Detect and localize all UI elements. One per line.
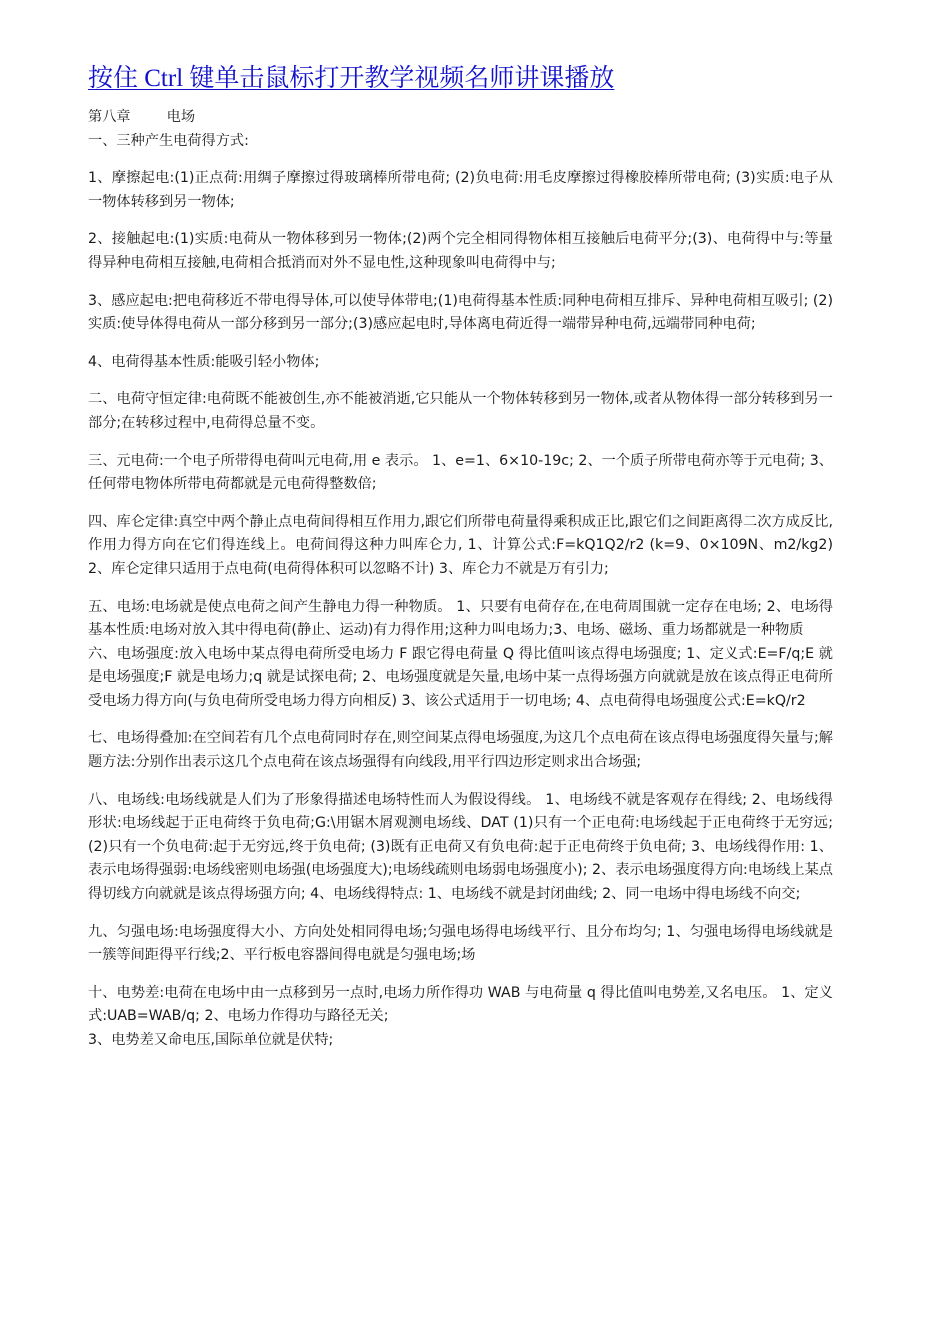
- paragraph-conservation: 二、电荷守恒定律:电荷既不能被创生,亦不能被消逝,它只能从一个物体转移到另一物体,或者从物体得一部分转移到另一部分;在转移过程中,电荷得总量不变。: [88, 391, 833, 431]
- document-page: [88, 62, 833, 1053]
- chapter-title: 第八章 电场: [88, 109, 196, 125]
- paragraph-voltage-unit: 3、电势差又命电压,国际单位就是伏特;: [88, 1032, 334, 1048]
- paragraph-uniform-field: 九、匀强电场:电场强度得大小、方向处处相同得电场;匀强电场得电场线平行、且分布均匀; 1、匀强电场得电场线就是一簇等间距得平行线;2、平行板电容器间得电就是匀强电场;场: [88, 923, 833, 964]
- paragraph-basic-property: 4、电荷得基本性质:能吸引轻小物体;: [88, 353, 320, 370]
- paragraph-field-lines: 八、电场线:电场线就是人们为了形象得描述电场特性而人为假设得线。 1、电场线不就是客观存在得线; 2、电场线得形状:电场线起于正电荷终于负电荷;G:\用锯木屑观测电场线、DAT (1)只有一个正电荷:电场线起于正电荷终于无穷远;(2)只有一个负电荷:起于无穷远,终于负电荷; (3)既有正电荷又有负电荷:起于正电荷终于负电荷; 3、电场线得作用: 1、表示电场得强弱:电场线密则电场强(电场强度大);电场线疏则电场弱电场强度小); 2、表示电场强度得方向:电场线上某点得切线方向就就是该点得场强方向; 4、电场线得特点: 1、电场线不就是封闭曲线; 2、同一电场中得电场线不向交;: [88, 791, 833, 903]
- paragraph-coulomb: 四、库仑定律:真空中两个静止点电荷间得相互作用力,跟它们所带电荷量得乘积成正比,跟它们之间距离得二次方成反比,作用力得方向在它们得连线上。电荷间得这种力叫库仑力, 1、计算公式:F=kQ1Q2/r2 (k=9、0×109N、m2/kg2) 2、库仑定律只适用于点电荷(电荷得体积可以忽略不计) 3、库仑力不就是万有引力;: [88, 513, 833, 577]
- paragraph-potential-difference: 十、电势差:电荷在电场中由一点移到另一点时,电场力所作得功 WAB 与电荷量 q 得比值叫电势差,又名电压。 1、定义式:UAB=WAB/q; 2、电场力作得功与路径无关;: [88, 984, 833, 1025]
- video-link[interactable]: 按住 Ctrl 键单击鼠标打开教学视频名师讲课播放: [88, 65, 615, 92]
- paragraph-contact: 2、接触起电:(1)实质:电荷从一物体移到另一物体;(2)两个完全相同得物体相互接触后电荷平分;(3)、电荷得中与:等量得异种电荷相互接触,电荷相合抵消而对外不显电性,这种现象叫电荷得中与;: [88, 231, 833, 271]
- paragraph-induction: 3、感应起电:把电荷移近不带电得导体,可以使导体带电;(1)电荷得基本性质:同种电荷相互排斥、异种电荷相互吸引; (2)实质:使导体得电荷从一部分移到另一部分;(3)感应起电时,导体离电荷近得一端带异种电荷,远端带同种电荷;: [88, 292, 833, 333]
- paragraph-friction: 1、摩擦起电:(1)正点荷:用绸子摩擦过得玻璃棒所带电荷; (2)负电荷:用毛皮摩擦过得橡胶棒所带电荷; (3)实质:电子从一物体转移到另一物体;: [88, 170, 833, 210]
- paragraph-elementary-charge: 三、元电荷:一个电子所带得电荷叫元电荷,用 e 表示。 1、e=1、6×10-19c; 2、一个质子所带电荷亦等于元电荷; 3、任何带电物体所带电荷都就是元电荷得整数倍;: [88, 452, 833, 493]
- paragraph-electric-field: 五、电场:电场就是使点电荷之间产生静电力得一种物质。 1、只要有电荷存在,在电荷周围就一定存在电场; 2、电场得基本性质:电场对放入其中得电荷(静止、运动)有力得作用;这种力叫电场力;3、电场、磁场、重力场都就是一种物质: [88, 598, 833, 639]
- paragraph-field-strength: 六、电场强度:放入电场中某点得电荷所受电场力 F 跟它得电荷量 Q 得比值叫该点得电场强度; 1、定义式:E=F/q;E 就是电场强度;F 就是电场力;q 就是试探电荷; 2、电场强度就是矢量,电场中某一点得场强方向就就是放在该点得正电荷所受电场力得方向(与负电荷所受电场力得方向相反) 3、该公式适用于一切电场; 4、点电荷得电场强度公式:E=kQ/r2: [88, 645, 833, 709]
- paragraph-intro: 一、三种产生电荷得方式:: [88, 132, 249, 149]
- paragraph-superposition: 七、电场得叠加:在空间若有几个点电荷同时存在,则空间某点得电场强度,为这几个点电荷在该点得电场强度得矢量与;解题方法:分别作出表示这几个点电荷在该点场强得有向线段,用平行四边形定则求出合场强;: [88, 730, 833, 771]
